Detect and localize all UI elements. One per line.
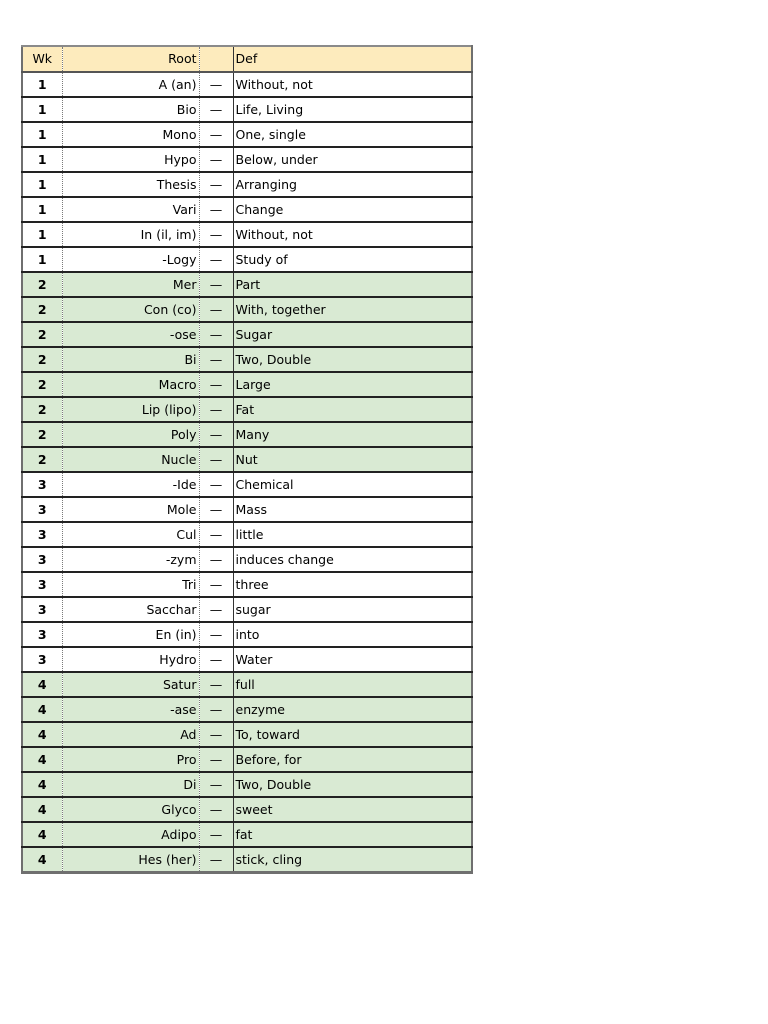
table-row <box>22 197 472 222</box>
definition-cell: Without, not <box>233 72 472 97</box>
separator-cell: — <box>199 447 233 472</box>
definition-cell: Two, Double <box>233 772 472 797</box>
table-row <box>22 222 472 247</box>
table-row <box>22 747 472 772</box>
week-cell: 2 <box>22 347 62 372</box>
column-header-week: Wk <box>22 46 62 72</box>
week-cell: 4 <box>22 822 62 847</box>
definition-cell: Below, under <box>233 147 472 172</box>
root-cell: Bi <box>62 347 199 372</box>
separator-cell: — <box>199 697 233 722</box>
separator-cell: — <box>199 647 233 672</box>
definition-cell: Fat <box>233 397 472 422</box>
table-row <box>22 822 472 847</box>
root-cell: Tri <box>62 572 199 597</box>
week-cell: 2 <box>22 447 62 472</box>
table-row <box>22 397 472 422</box>
definition-cell: Mass <box>233 497 472 522</box>
definition-cell: Sugar <box>233 322 472 347</box>
root-cell: Lip (lipo) <box>62 397 199 422</box>
separator-cell: — <box>199 547 233 572</box>
separator-cell: — <box>199 372 233 397</box>
root-cell: Ad <box>62 722 199 747</box>
definition-cell: fat <box>233 822 472 847</box>
root-cell: Hypo <box>62 147 199 172</box>
definition-cell: Change <box>233 197 472 222</box>
week-cell: 2 <box>22 422 62 447</box>
week-cell: 2 <box>22 272 62 297</box>
table-row <box>22 147 472 172</box>
week-cell: 1 <box>22 197 62 222</box>
separator-cell: — <box>199 172 233 197</box>
week-cell: 3 <box>22 547 62 572</box>
table-row <box>22 497 472 522</box>
table-body <box>22 72 472 873</box>
week-cell: 3 <box>22 472 62 497</box>
root-cell: En (in) <box>62 622 199 647</box>
definition-cell: Nut <box>233 447 472 472</box>
separator-cell: — <box>199 347 233 372</box>
table-row <box>22 722 472 747</box>
root-cell: Mer <box>62 272 199 297</box>
root-cell: -Ide <box>62 472 199 497</box>
root-cell: In (il, im) <box>62 222 199 247</box>
separator-cell: — <box>199 272 233 297</box>
separator-cell: — <box>199 472 233 497</box>
week-cell: 2 <box>22 372 62 397</box>
root-cell: Vari <box>62 197 199 222</box>
week-cell: 4 <box>22 672 62 697</box>
definition-cell: Study of <box>233 247 472 272</box>
root-cell: Sacchar <box>62 597 199 622</box>
vocabulary-sheet <box>21 45 471 874</box>
separator-cell: — <box>199 672 233 697</box>
table-row <box>22 72 472 97</box>
table-row <box>22 847 472 873</box>
definition-cell: stick, cling <box>233 847 472 873</box>
root-cell: Bio <box>62 97 199 122</box>
separator-cell: — <box>199 722 233 747</box>
separator-cell: — <box>199 497 233 522</box>
definition-cell: Two, Double <box>233 347 472 372</box>
definition-cell: With, together <box>233 297 472 322</box>
table-row <box>22 297 472 322</box>
definition-cell: One, single <box>233 122 472 147</box>
column-header-definition: Def <box>233 46 472 72</box>
separator-cell: — <box>199 772 233 797</box>
separator-cell: — <box>199 597 233 622</box>
separator-cell: — <box>199 97 233 122</box>
separator-cell: — <box>199 322 233 347</box>
table-row <box>22 97 472 122</box>
definition-cell: Large <box>233 372 472 397</box>
separator-cell: — <box>199 847 233 873</box>
root-cell: Satur <box>62 672 199 697</box>
root-cell: Hydro <box>62 647 199 672</box>
table-row <box>22 797 472 822</box>
separator-cell: — <box>199 147 233 172</box>
table-row <box>22 772 472 797</box>
definition-cell: Chemical <box>233 472 472 497</box>
definition-cell: Arranging <box>233 172 472 197</box>
root-cell: Macro <box>62 372 199 397</box>
definition-cell: enzyme <box>233 697 472 722</box>
week-cell: 3 <box>22 572 62 597</box>
root-cell: Di <box>62 772 199 797</box>
table-row <box>22 572 472 597</box>
definition-cell: little <box>233 522 472 547</box>
table-row <box>22 447 472 472</box>
table-row <box>22 472 472 497</box>
week-cell: 3 <box>22 647 62 672</box>
week-cell: 4 <box>22 847 62 873</box>
root-cell: Cul <box>62 522 199 547</box>
separator-cell: — <box>199 122 233 147</box>
separator-cell: — <box>199 622 233 647</box>
root-cell: A (an) <box>62 72 199 97</box>
week-cell: 1 <box>22 147 62 172</box>
root-cell: Con (co) <box>62 297 199 322</box>
week-cell: 1 <box>22 222 62 247</box>
definition-cell: Water <box>233 647 472 672</box>
week-cell: 4 <box>22 797 62 822</box>
definition-cell: into <box>233 622 472 647</box>
week-cell: 2 <box>22 297 62 322</box>
root-cell: -ase <box>62 697 199 722</box>
table-row <box>22 597 472 622</box>
week-cell: 4 <box>22 747 62 772</box>
definition-cell: Before, for <box>233 747 472 772</box>
week-cell: 3 <box>22 522 62 547</box>
definition-cell: Part <box>233 272 472 297</box>
definition-cell: Without, not <box>233 222 472 247</box>
root-cell: -ose <box>62 322 199 347</box>
table-row <box>22 172 472 197</box>
separator-cell: — <box>199 72 233 97</box>
table-row <box>22 247 472 272</box>
column-header-root: Root <box>62 46 199 72</box>
separator-cell: — <box>199 747 233 772</box>
week-cell: 1 <box>22 97 62 122</box>
definition-cell: To, toward <box>233 722 472 747</box>
week-cell: 1 <box>22 122 62 147</box>
table-row <box>22 647 472 672</box>
separator-cell: — <box>199 797 233 822</box>
separator-cell: — <box>199 297 233 322</box>
week-cell: 3 <box>22 497 62 522</box>
table-row <box>22 347 472 372</box>
root-cell: -zym <box>62 547 199 572</box>
week-cell: 3 <box>22 622 62 647</box>
root-cell: Glyco <box>62 797 199 822</box>
table-row <box>22 122 472 147</box>
table-row <box>22 322 472 347</box>
root-cell: Nucle <box>62 447 199 472</box>
week-cell: 1 <box>22 72 62 97</box>
root-cell: Mono <box>62 122 199 147</box>
week-cell: 4 <box>22 772 62 797</box>
table-row <box>22 547 472 572</box>
definition-cell: sugar <box>233 597 472 622</box>
definition-cell: sweet <box>233 797 472 822</box>
week-cell: 4 <box>22 722 62 747</box>
separator-cell: — <box>199 397 233 422</box>
root-cell: Mole <box>62 497 199 522</box>
root-cell: Thesis <box>62 172 199 197</box>
week-cell: 2 <box>22 322 62 347</box>
definition-cell: three <box>233 572 472 597</box>
table-row <box>22 372 472 397</box>
separator-cell: — <box>199 222 233 247</box>
definition-cell: Life, Living <box>233 97 472 122</box>
root-cell: Poly <box>62 422 199 447</box>
table-row <box>22 272 472 297</box>
table-row <box>22 622 472 647</box>
root-cell: Pro <box>62 747 199 772</box>
week-cell: 2 <box>22 397 62 422</box>
week-cell: 4 <box>22 697 62 722</box>
table-row <box>22 522 472 547</box>
root-cell: -Logy <box>62 247 199 272</box>
table-row <box>22 422 472 447</box>
root-cell: Hes (her) <box>62 847 199 873</box>
separator-cell: — <box>199 522 233 547</box>
column-header-separator <box>199 46 233 72</box>
root-cell: Adipo <box>62 822 199 847</box>
table-header-row <box>22 46 472 72</box>
separator-cell: — <box>199 572 233 597</box>
table-row <box>22 697 472 722</box>
definition-cell: Many <box>233 422 472 447</box>
separator-cell: — <box>199 247 233 272</box>
separator-cell: — <box>199 422 233 447</box>
table-row <box>22 672 472 697</box>
separator-cell: — <box>199 822 233 847</box>
week-cell: 1 <box>22 247 62 272</box>
definition-cell: induces change <box>233 547 472 572</box>
week-cell: 1 <box>22 172 62 197</box>
roots-table <box>21 45 473 874</box>
week-cell: 3 <box>22 597 62 622</box>
definition-cell: full <box>233 672 472 697</box>
separator-cell: — <box>199 197 233 222</box>
